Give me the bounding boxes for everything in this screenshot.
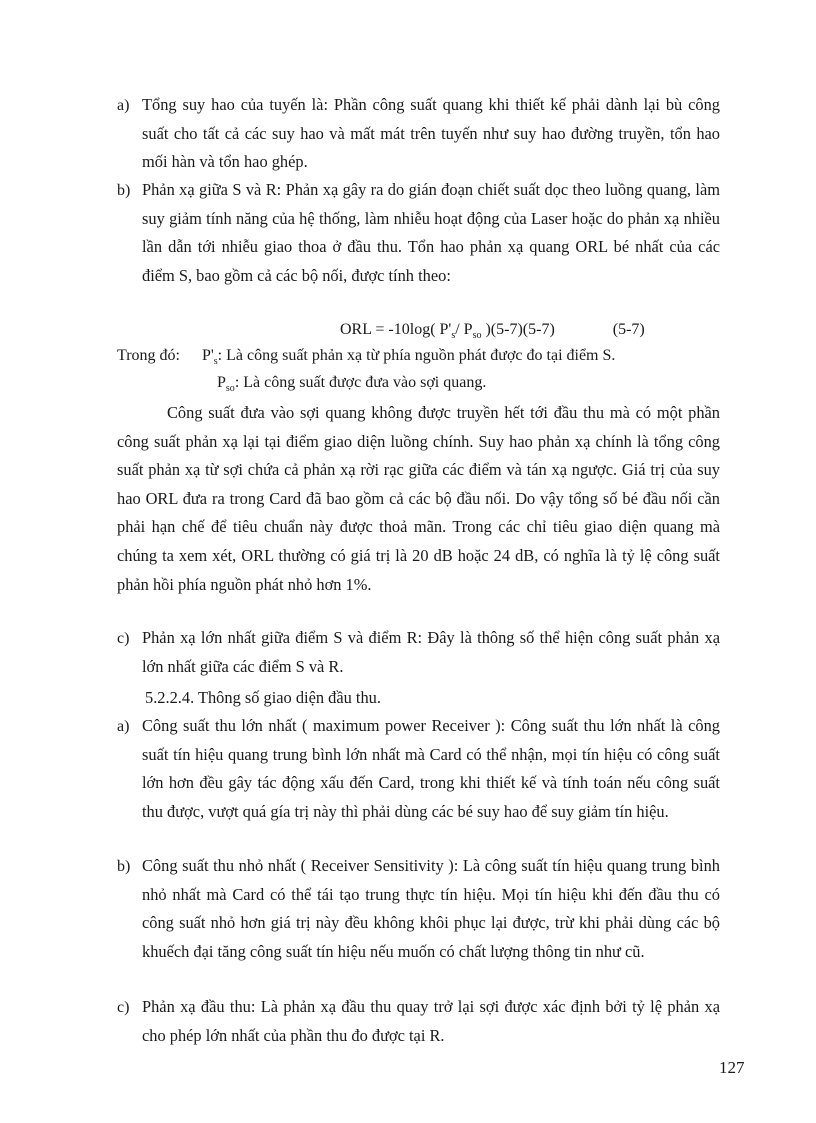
- list-item-a-max-receive-power: [117, 712, 720, 826]
- list-item-text: Phản xạ giữa S và R: Phản xạ gây ra do gián đoạn chiết suất dọc theo luồng quang, làm suy giảm tính năng của hệ thống, làm nhiễu hoạt động của Laser hoặc do phản xạ nhiều lần dẫn tới nhiễu giao thoa ở đầu thu. Tổn hao phản xạ quang ORL bé nhất của các điểm S, bao gồm cả các bộ nối, được tính theo:: [142, 180, 720, 285]
- list-item-text: Tổng suy hao của tuyến là: Phần công suất quang khi thiết kế phải dành lại bù công suất cho tất cả các suy hao và mất mát trên tuyến như suy hao đường truyền, tổn hao mối hàn và tổn hao ghép.: [142, 95, 720, 172]
- list-item-text: Phản xạ lớn nhất giữa điểm S và điểm R: Đây là thông số thể hiện công suất phản xạ lớn nhất giữa các điểm S và R.: [142, 628, 720, 676]
- orl-formula: [340, 321, 645, 341]
- formula-sub-so: so: [472, 330, 482, 342]
- formula-tail: )(5-7)(5-7): [481, 321, 555, 338]
- list-marker: c): [117, 630, 130, 647]
- list-item-text: Công suất thu lớn nhất ( maximum power Receiver ): Công suất thu lớn nhất là công suất tín hiệu quang trung bình lớn nhất mà Card có thể nhận, mọi tín hiệu có công suất lớn hơn đều gây tác động xấu đến Card, trong khi thiết kế và tính toán nếu công suất thu được, vượt quá gía trị này thì phải dùng các bé suy hao để suy giảm tín hiệu.: [142, 716, 720, 821]
- equation-number: (5-7): [612, 321, 645, 338]
- list-item-c-max-reflection: [117, 624, 720, 681]
- list-item-c-receiver-reflection: [117, 993, 720, 1050]
- list-marker: b): [117, 182, 131, 199]
- formula-sub-s: s: [451, 330, 456, 342]
- where-symbol-pso-sub: so: [225, 383, 235, 395]
- list-marker: b): [117, 858, 131, 875]
- formula-mid: / P: [455, 321, 473, 338]
- list-item-text: Phản xạ đầu thu: Là phản xạ đầu thu quay trở lại sợi được xác định bởi tỷ lệ phản xạ cho phép lớn nhất của phần thu đo được tại R.: [142, 997, 720, 1045]
- where-definition-pso: : Là công suất được đưa vào sợi quang.: [234, 374, 487, 391]
- where-symbol-ps: P': [201, 347, 214, 364]
- page-number: 127: [719, 1058, 745, 1077]
- where-symbol-pso: P: [217, 374, 226, 391]
- list-marker: a): [117, 97, 130, 114]
- list-marker: a): [117, 718, 130, 735]
- section-heading: 5.2.2.4. Thông số giao diện đầu thu.: [145, 688, 381, 707]
- where-definition-ps: : Là công suất phản xạ từ phía nguồn phát được đo tại điểm S.: [217, 347, 616, 364]
- list-item-b-receiver-sensitivity: [117, 852, 720, 966]
- list-marker: c): [117, 999, 130, 1016]
- list-item-a-total-loss: [117, 91, 720, 177]
- where-symbol-ps-sub: s: [213, 356, 218, 368]
- list-item-b-reflection: [117, 176, 720, 290]
- body-paragraph-orl: Công suất đưa vào sợi quang không được truyền hết tới đầu thu mà có một phần công suất phản xạ lại tại điểm giao diện luồng chính. Suy hao phản xạ chính là tổng công suất phản xạ từ sợi chứa cả phản xạ rời rạc giữa các điểm và tán xạ ngược. Giá trị của suy hao ORL đưa ra trong Card đã bao gồm cả các bộ đầu nối. Do vậy tổng số bé đầu nối cần phải hạn chế để tiêu chuẩn này được thoả mãn. Trong các chỉ tiêu giao diện quang mà chúng ta xem xét, ORL thường có giá trị là 20 dB hoặc 24 dB, có nghĩa là tỷ lệ công suất phản hồi phía nguồn phát nhỏ hơn 1%.: [117, 403, 720, 594]
- where-line-1: [117, 347, 615, 367]
- list-item-text: Công suất thu nhỏ nhất ( Receiver Sensitivity ): Là công suất tín hiệu quang trung bình nhỏ nhất mà Card có thể tái tạo trung thực tín hiệu. Mọi tín hiệu khi đến đầu thu có công suất nhỏ hơn giá trị này đều không khôi phục lại được, trừ khi phải dùng các bộ khuếch đại tăng công suất tín hiệu nếu muốn có chất lượng thông tin như cũ.: [142, 856, 720, 961]
- where-line-2: [217, 374, 486, 394]
- where-label: Trong đó:: [117, 347, 180, 364]
- formula-lhs: ORL = -10log( P': [340, 321, 452, 338]
